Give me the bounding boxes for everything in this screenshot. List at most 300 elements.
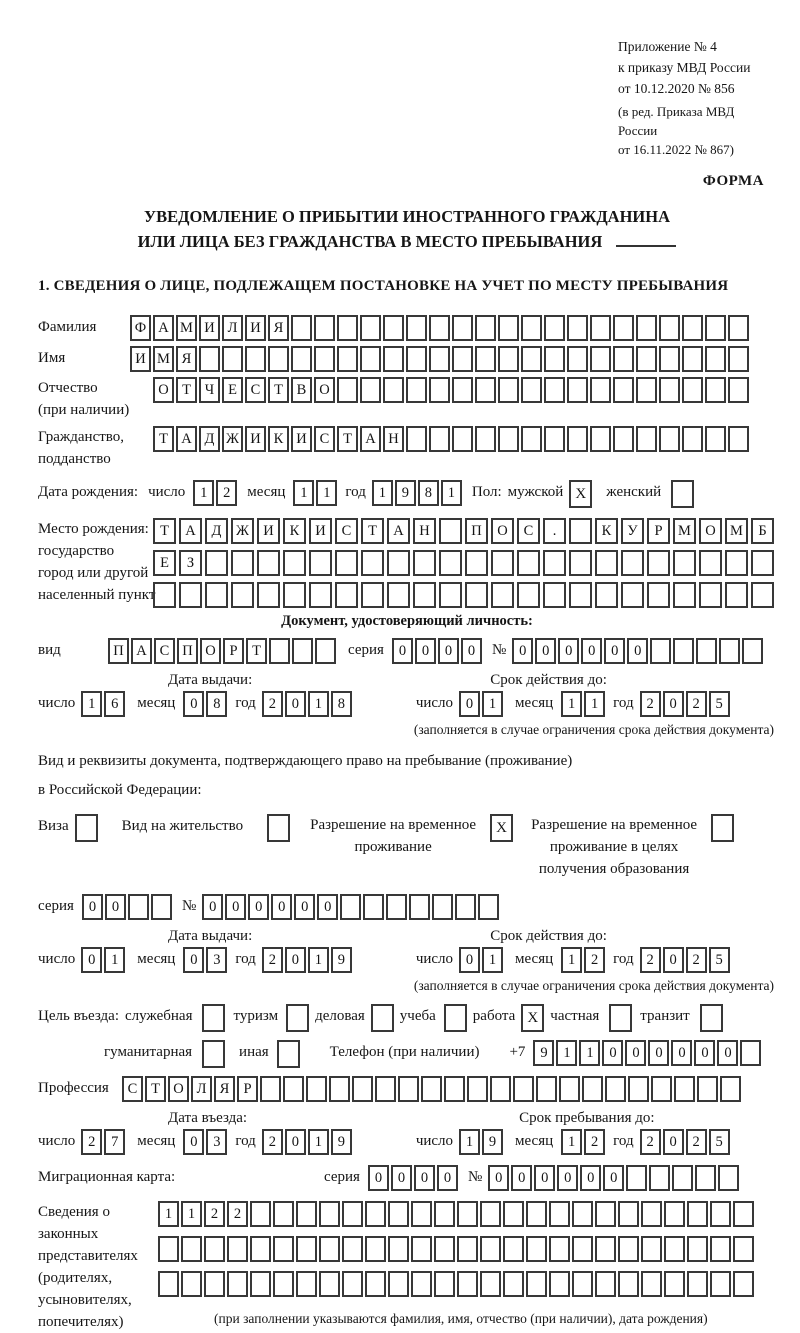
char-box[interactable] [544,426,565,452]
char-box[interactable]: Д [199,426,220,452]
char-box[interactable]: Е [153,550,176,576]
purpose-work-checkbox[interactable]: X [521,1004,544,1032]
char-box[interactable] [674,1076,695,1102]
char-box[interactable]: У [621,518,644,544]
char-box[interactable]: Т [153,518,176,544]
char-box[interactable] [231,582,254,608]
char-box[interactable] [567,346,588,372]
char-box[interactable] [360,315,381,341]
char-box[interactable] [257,582,280,608]
stay-day-input[interactable] [459,1129,505,1155]
char-box[interactable] [478,894,499,920]
char-box[interactable]: Т [246,638,267,664]
char-box[interactable] [204,1236,225,1262]
char-box[interactable] [595,582,618,608]
char-box[interactable] [567,426,588,452]
sex-female-checkbox[interactable] [671,480,694,508]
char-box[interactable] [309,582,332,608]
char-box[interactable]: 0 [717,1040,738,1066]
char-box[interactable]: И [309,518,332,544]
char-box[interactable] [641,1271,662,1297]
char-box[interactable]: 5 [709,947,730,973]
char-box[interactable]: 0 [105,894,126,920]
char-box[interactable] [406,346,427,372]
purpose-tourism-checkbox[interactable] [286,1004,309,1032]
char-box[interactable]: 1 [158,1201,179,1227]
blank-underline[interactable] [616,245,676,247]
char-box[interactable] [296,1201,317,1227]
char-box[interactable] [411,1236,432,1262]
char-box[interactable]: 1 [561,947,582,973]
migration-number-input[interactable] [488,1165,741,1191]
char-box[interactable] [621,550,644,576]
char-box[interactable] [319,1201,340,1227]
char-box[interactable] [411,1201,432,1227]
migration-series-input[interactable] [368,1165,460,1191]
char-box[interactable] [452,426,473,452]
char-box[interactable]: А [179,518,202,544]
char-box[interactable]: Д [205,518,228,544]
char-box[interactable] [725,550,748,576]
char-box[interactable] [205,550,228,576]
char-box[interactable] [590,346,611,372]
char-box[interactable] [342,1271,363,1297]
char-box[interactable]: 0 [414,1165,435,1191]
char-box[interactable] [475,426,496,452]
char-box[interactable] [337,346,358,372]
char-box[interactable] [480,1201,501,1227]
char-box[interactable]: 1 [556,1040,577,1066]
char-box[interactable]: 0 [604,638,625,664]
char-box[interactable] [480,1236,501,1262]
entry-month-input[interactable] [183,1129,229,1155]
char-box[interactable] [250,1271,271,1297]
birth-month-input[interactable] [293,480,339,506]
char-box[interactable] [526,1271,547,1297]
residence-issue-year-input[interactable] [262,947,354,973]
char-box[interactable] [335,582,358,608]
char-box[interactable] [319,1271,340,1297]
char-box[interactable]: А [387,518,410,544]
char-box[interactable] [406,315,427,341]
char-box[interactable]: И [245,315,266,341]
char-box[interactable]: 0 [81,947,102,973]
doc-issue-year-input[interactable] [262,691,354,717]
profession-input[interactable] [122,1076,743,1102]
char-box[interactable] [283,582,306,608]
char-box[interactable]: 2 [216,480,237,506]
char-box[interactable] [641,1201,662,1227]
char-box[interactable] [595,1201,616,1227]
doc-issue-month-input[interactable] [183,691,229,717]
char-box[interactable]: Я [176,346,197,372]
char-box[interactable]: 1 [308,947,329,973]
char-box[interactable] [455,894,476,920]
char-box[interactable] [383,346,404,372]
purpose-business-checkbox[interactable] [371,1004,394,1032]
char-box[interactable] [613,426,634,452]
visa-checkbox[interactable] [75,814,98,842]
char-box[interactable] [231,550,254,576]
char-box[interactable]: М [725,518,748,544]
char-box[interactable] [340,894,361,920]
char-box[interactable]: 2 [81,1129,102,1155]
char-box[interactable] [352,1076,373,1102]
char-box[interactable] [434,1236,455,1262]
char-box[interactable]: 8 [331,691,352,717]
char-box[interactable] [413,582,436,608]
char-box[interactable] [342,1201,363,1227]
residence-issue-day-input[interactable] [81,947,127,973]
char-box[interactable]: И [257,518,280,544]
char-box[interactable] [465,550,488,576]
char-box[interactable] [375,1076,396,1102]
char-box[interactable] [710,1271,731,1297]
sex-male-checkbox[interactable]: X [569,480,592,508]
char-box[interactable] [728,377,749,403]
char-box[interactable]: 2 [584,947,605,973]
char-box[interactable] [725,582,748,608]
char-box[interactable] [296,1236,317,1262]
char-box[interactable] [319,1236,340,1262]
char-box[interactable]: 0 [671,1040,692,1066]
char-box[interactable]: П [465,518,488,544]
doc-valid-day-input[interactable] [459,691,505,717]
char-box[interactable]: 9 [331,947,352,973]
char-box[interactable]: 0 [511,1165,532,1191]
char-box[interactable] [696,638,717,664]
char-box[interactable]: П [108,638,129,664]
char-box[interactable] [659,426,680,452]
char-box[interactable]: 0 [183,691,204,717]
char-box[interactable]: 0 [488,1165,509,1191]
char-box[interactable] [181,1271,202,1297]
char-box[interactable]: С [154,638,175,664]
char-box[interactable]: 0 [663,691,684,717]
char-box[interactable]: 0 [625,1040,646,1066]
char-box[interactable] [291,315,312,341]
char-box[interactable] [751,550,774,576]
char-box[interactable] [429,426,450,452]
char-box[interactable] [626,1165,647,1191]
char-box[interactable] [544,346,565,372]
temp-residence-checkbox[interactable]: X [490,814,513,842]
char-box[interactable] [710,1236,731,1262]
residence-issue-month-input[interactable] [183,947,229,973]
char-box[interactable] [613,377,634,403]
char-box[interactable] [682,377,703,403]
char-box[interactable] [227,1271,248,1297]
purpose-transit-checkbox[interactable] [700,1004,723,1032]
char-box[interactable] [695,1165,716,1191]
char-box[interactable] [503,1201,524,1227]
residence-valid-day-input[interactable] [459,947,505,973]
char-box[interactable]: 2 [640,947,661,973]
char-box[interactable]: 0 [459,691,480,717]
char-box[interactable] [595,550,618,576]
char-box[interactable]: 5 [709,691,730,717]
char-box[interactable] [283,1076,304,1102]
char-box[interactable]: 6 [104,691,125,717]
char-box[interactable] [457,1271,478,1297]
char-box[interactable]: 0 [648,1040,669,1066]
char-box[interactable] [337,315,358,341]
char-box[interactable]: 2 [686,1129,707,1155]
char-box[interactable] [406,377,427,403]
char-box[interactable]: Т [361,518,384,544]
char-box[interactable] [740,1040,761,1066]
char-box[interactable] [718,1165,739,1191]
char-box[interactable]: 8 [206,691,227,717]
char-box[interactable] [365,1236,386,1262]
char-box[interactable]: 7 [104,1129,125,1155]
char-box[interactable] [260,1076,281,1102]
char-box[interactable] [498,426,519,452]
char-box[interactable] [452,346,473,372]
char-box[interactable] [672,1165,693,1191]
char-box[interactable] [687,1271,708,1297]
char-box[interactable]: А [153,315,174,341]
char-box[interactable] [605,1076,626,1102]
char-box[interactable]: 2 [640,691,661,717]
char-box[interactable] [227,1236,248,1262]
char-box[interactable]: М [153,346,174,372]
char-box[interactable]: 0 [580,1165,601,1191]
char-box[interactable]: И [130,346,151,372]
char-box[interactable] [549,1236,570,1262]
char-box[interactable] [439,582,462,608]
char-box[interactable]: 3 [206,947,227,973]
char-box[interactable]: М [673,518,696,544]
char-box[interactable] [647,582,670,608]
char-box[interactable]: 1 [372,480,393,506]
birth-year-input[interactable] [372,480,464,506]
char-box[interactable] [439,550,462,576]
char-box[interactable]: О [200,638,221,664]
legal-reps-row-2[interactable] [158,1236,756,1262]
char-box[interactable] [621,582,644,608]
char-box[interactable] [682,426,703,452]
char-box[interactable] [559,1076,580,1102]
char-box[interactable] [699,550,722,576]
char-box[interactable] [673,582,696,608]
char-box[interactable] [283,550,306,576]
char-box[interactable] [569,518,592,544]
char-box[interactable]: 2 [584,1129,605,1155]
char-box[interactable]: Л [222,315,243,341]
char-box[interactable] [429,346,450,372]
doc-kind-input[interactable] [108,638,338,664]
char-box[interactable]: 0 [438,638,459,664]
char-box[interactable] [465,582,488,608]
char-box[interactable] [536,1076,557,1102]
char-box[interactable]: 0 [271,894,292,920]
char-box[interactable] [387,550,410,576]
char-box[interactable] [521,315,542,341]
char-box[interactable] [329,1076,350,1102]
char-box[interactable]: 1 [104,947,125,973]
char-box[interactable]: Р [223,638,244,664]
entry-year-input[interactable] [262,1129,354,1155]
char-box[interactable] [480,1271,501,1297]
char-box[interactable] [650,638,671,664]
char-box[interactable] [222,346,243,372]
char-box[interactable] [292,638,313,664]
legal-reps-row-1[interactable] [158,1201,756,1227]
char-box[interactable] [250,1236,271,1262]
char-box[interactable]: 0 [663,1129,684,1155]
char-box[interactable] [673,550,696,576]
doc-issue-day-input[interactable] [81,691,127,717]
char-box[interactable] [733,1271,754,1297]
char-box[interactable] [383,377,404,403]
char-box[interactable] [728,426,749,452]
char-box[interactable]: А [360,426,381,452]
char-box[interactable]: 1 [441,480,462,506]
char-box[interactable] [647,550,670,576]
char-box[interactable] [452,315,473,341]
char-box[interactable]: Я [268,315,289,341]
char-box[interactable]: С [245,377,266,403]
char-box[interactable]: М [176,315,197,341]
char-box[interactable]: 1 [459,1129,480,1155]
char-box[interactable]: Н [383,426,404,452]
surname-input[interactable] [130,315,751,341]
char-box[interactable] [151,894,172,920]
char-box[interactable]: Я [214,1076,235,1102]
char-box[interactable]: 0 [603,1165,624,1191]
char-box[interactable] [517,550,540,576]
char-box[interactable]: 0 [202,894,223,920]
char-box[interactable]: 1 [193,480,214,506]
char-box[interactable]: 1 [561,691,582,717]
char-box[interactable]: 1 [293,480,314,506]
char-box[interactable]: 0 [602,1040,623,1066]
patronymic-input[interactable] [153,377,751,403]
char-box[interactable] [699,582,722,608]
char-box[interactable]: Т [337,426,358,452]
char-box[interactable]: 0 [248,894,269,920]
char-box[interactable] [245,346,266,372]
char-box[interactable] [158,1236,179,1262]
char-box[interactable] [517,582,540,608]
char-box[interactable] [361,550,384,576]
char-box[interactable]: 0 [225,894,246,920]
char-box[interactable] [636,346,657,372]
char-box[interactable]: 0 [294,894,315,920]
doc-series-input[interactable] [392,638,484,664]
birth-place-row-1[interactable] [153,518,777,544]
char-box[interactable]: 8 [418,480,439,506]
char-box[interactable]: 2 [262,1129,283,1155]
char-box[interactable]: 9 [395,480,416,506]
char-box[interactable]: 1 [579,1040,600,1066]
char-box[interactable] [406,426,427,452]
char-box[interactable] [181,1236,202,1262]
char-box[interactable] [273,1271,294,1297]
char-box[interactable]: 0 [558,638,579,664]
char-box[interactable] [705,315,726,341]
char-box[interactable] [664,1271,685,1297]
char-box[interactable] [705,377,726,403]
char-box[interactable] [413,550,436,576]
char-box[interactable]: 1 [81,691,102,717]
residence-number-input[interactable] [202,894,501,920]
char-box[interactable] [457,1236,478,1262]
char-box[interactable]: Ф [130,315,151,341]
char-box[interactable]: О [153,377,174,403]
char-box[interactable] [567,377,588,403]
char-box[interactable]: 1 [482,691,503,717]
legal-reps-row-3[interactable] [158,1271,756,1297]
char-box[interactable] [342,1236,363,1262]
char-box[interactable] [315,638,336,664]
purpose-humanitarian-checkbox[interactable] [202,1040,225,1068]
char-box[interactable]: Ж [231,518,254,544]
char-box[interactable] [498,346,519,372]
char-box[interactable]: 9 [533,1040,554,1066]
char-box[interactable] [365,1201,386,1227]
char-box[interactable]: 0 [557,1165,578,1191]
char-box[interactable]: 0 [285,691,306,717]
char-box[interactable]: С [122,1076,143,1102]
citizenship-input[interactable] [153,426,751,452]
char-box[interactable]: 0 [581,638,602,664]
char-box[interactable] [613,346,634,372]
char-box[interactable] [250,1201,271,1227]
char-box[interactable] [682,346,703,372]
birth-place-row-3[interactable] [153,582,777,608]
char-box[interactable] [618,1271,639,1297]
birth-day-input[interactable] [193,480,239,506]
char-box[interactable]: 9 [482,1129,503,1155]
char-box[interactable]: О [491,518,514,544]
char-box[interactable]: 0 [534,1165,555,1191]
char-box[interactable] [733,1201,754,1227]
char-box[interactable]: Р [237,1076,258,1102]
char-box[interactable] [544,315,565,341]
char-box[interactable] [439,518,462,544]
char-box[interactable] [590,426,611,452]
char-box[interactable]: 1 [308,1129,329,1155]
residence-series-input[interactable] [82,894,174,920]
char-box[interactable] [572,1201,593,1227]
char-box[interactable]: И [245,426,266,452]
char-box[interactable] [467,1076,488,1102]
char-box[interactable] [309,550,332,576]
char-box[interactable]: И [291,426,312,452]
char-box[interactable] [687,1201,708,1227]
char-box[interactable]: Ж [222,426,243,452]
char-box[interactable] [569,582,592,608]
char-box[interactable] [543,550,566,576]
char-box[interactable] [429,377,450,403]
char-box[interactable] [363,894,384,920]
char-box[interactable] [360,346,381,372]
char-box[interactable] [434,1201,455,1227]
char-box[interactable] [498,315,519,341]
char-box[interactable] [365,1271,386,1297]
char-box[interactable] [398,1076,419,1102]
entry-day-input[interactable] [81,1129,127,1155]
char-box[interactable] [682,315,703,341]
char-box[interactable] [444,1076,465,1102]
char-box[interactable] [710,1201,731,1227]
residence-permit-checkbox[interactable] [267,814,290,842]
char-box[interactable]: 0 [392,638,413,664]
char-box[interactable] [521,346,542,372]
char-box[interactable]: 1 [316,480,337,506]
